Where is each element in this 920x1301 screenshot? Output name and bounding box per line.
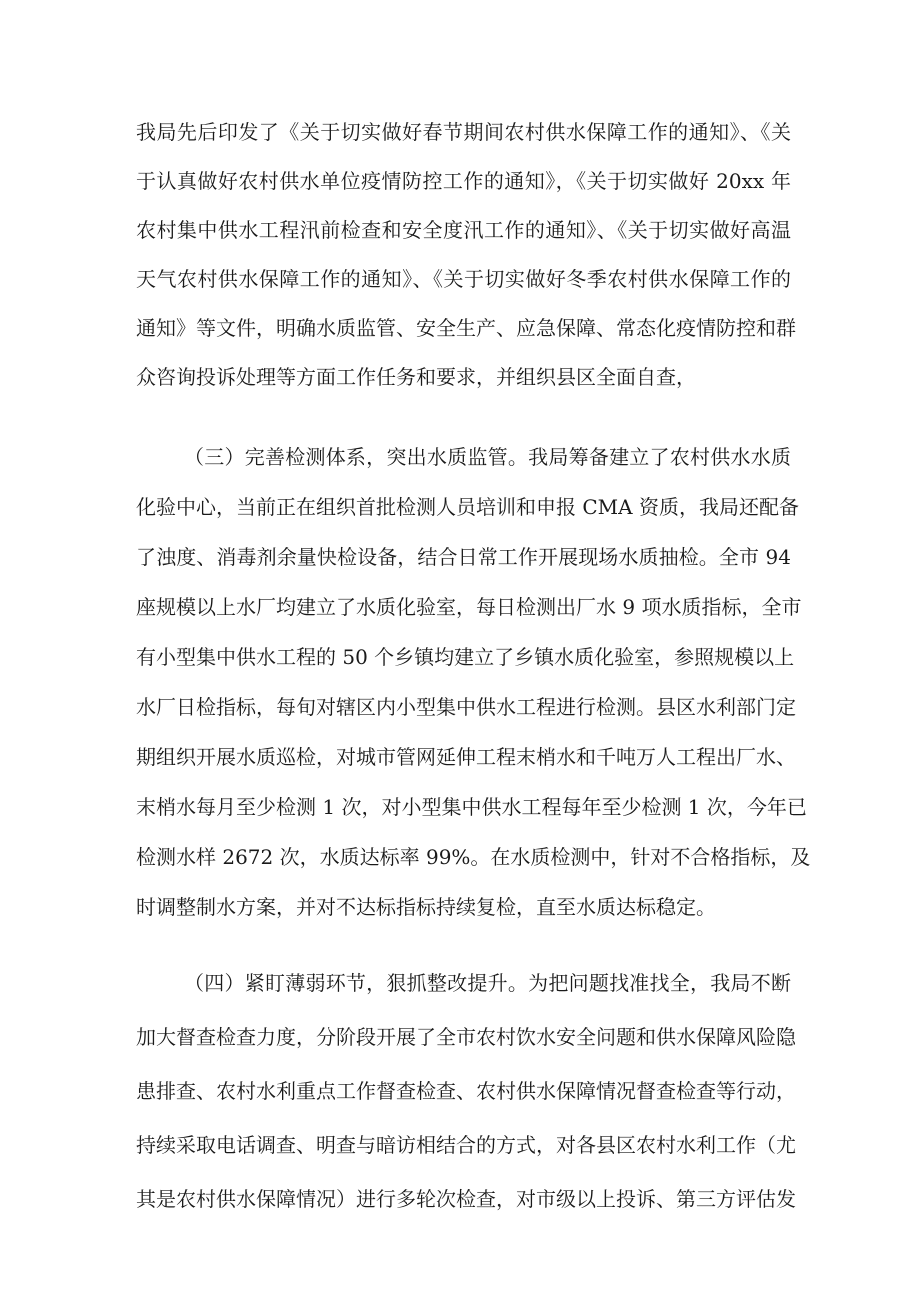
paragraph-line: 于认真做好农村供水单位疫情防控工作的通知》，《关于切实做好 20xx 年 — [136, 169, 791, 193]
paragraph-line: 通知》等文件，明确水质监管、安全生产、应急保障、常态化疫情防控和群 — [136, 316, 796, 340]
paragraph-line: 天气农村供水保障工作的通知》、《关于切实做好冬季农村供水保障工作的 — [136, 267, 791, 291]
paragraph-line: 水厂日检指标，每旬对辖区内小型集中供水工程进行检测。县区水利部门定 — [136, 695, 796, 719]
paragraph-line: 末梢水每月至少检测 1 次，对小型集中供水工程每年至少检测 1 次，今年已 — [136, 795, 807, 819]
paragraph-line: 众咨询投诉处理等方面工作任务和要求，并组织县区全面自查， — [136, 365, 696, 389]
paragraph-line: 其是农村供水保障情况）进行多轮次检查，对市级以上投诉、第三方评估发 — [136, 1187, 796, 1211]
paragraph-line: 加大督查检查力度，分阶段开展了全市农村饮水安全问题和供水保障风险隐 — [136, 1025, 796, 1049]
paragraph-line: 持续采取电话调查、明查与暗访相结合的方式，对各县区农村水利工作（尤 — [136, 1133, 796, 1157]
paragraph-line: 座规模以上水厂均建立了水质化验室，每日检测出厂水 9 项水质指标，全市 — [136, 595, 802, 619]
paragraph-line: 患排查、农村水利重点工作督查检查、农村供水保障情况督查检查等行动， — [136, 1079, 796, 1103]
paragraph-line: （三）完善检测体系，突出水质监管。我局筹备建立了农村供水水质 — [184, 445, 791, 469]
paragraph-line: （四）紧盯薄弱环节，狠抓整改提升。为把问题找准找全，我局不断 — [184, 971, 791, 995]
paragraph-line: 了浊度、消毒剂余量快检设备，结合日常工作开展现场水质抽检。全市 94 — [136, 545, 791, 569]
paragraph-line: 化验中心，当前正在组织首批检测人员培训和申报 CMA 资质，我局还配备 — [136, 495, 799, 519]
paragraph-line: 有小型集中供水工程的 50 个乡镇均建立了乡镇水质化验室，参照规模以上 — [136, 645, 795, 669]
paragraph-line: 我局先后印发了《关于切实做好春节期间农村供水保障工作的通知》、《关 — [136, 120, 791, 144]
paragraph-line: 时调整制水方案，并对不达标指标持续复检，直至水质达标稳定。 — [136, 895, 716, 919]
paragraph-line: 期组织开展水质巡检，对城市管网延伸工程末梢水和千吨万人工程出厂水、 — [136, 745, 796, 769]
paragraph-line: 检测水样 2672 次，水质达标率 99%。在水质检测中，针对不合格指标，及 — [136, 845, 811, 869]
paragraph-line: 农村集中供水工程汛前检查和安全度汛工作的通知》、《关于切实做好高温 — [136, 218, 791, 242]
